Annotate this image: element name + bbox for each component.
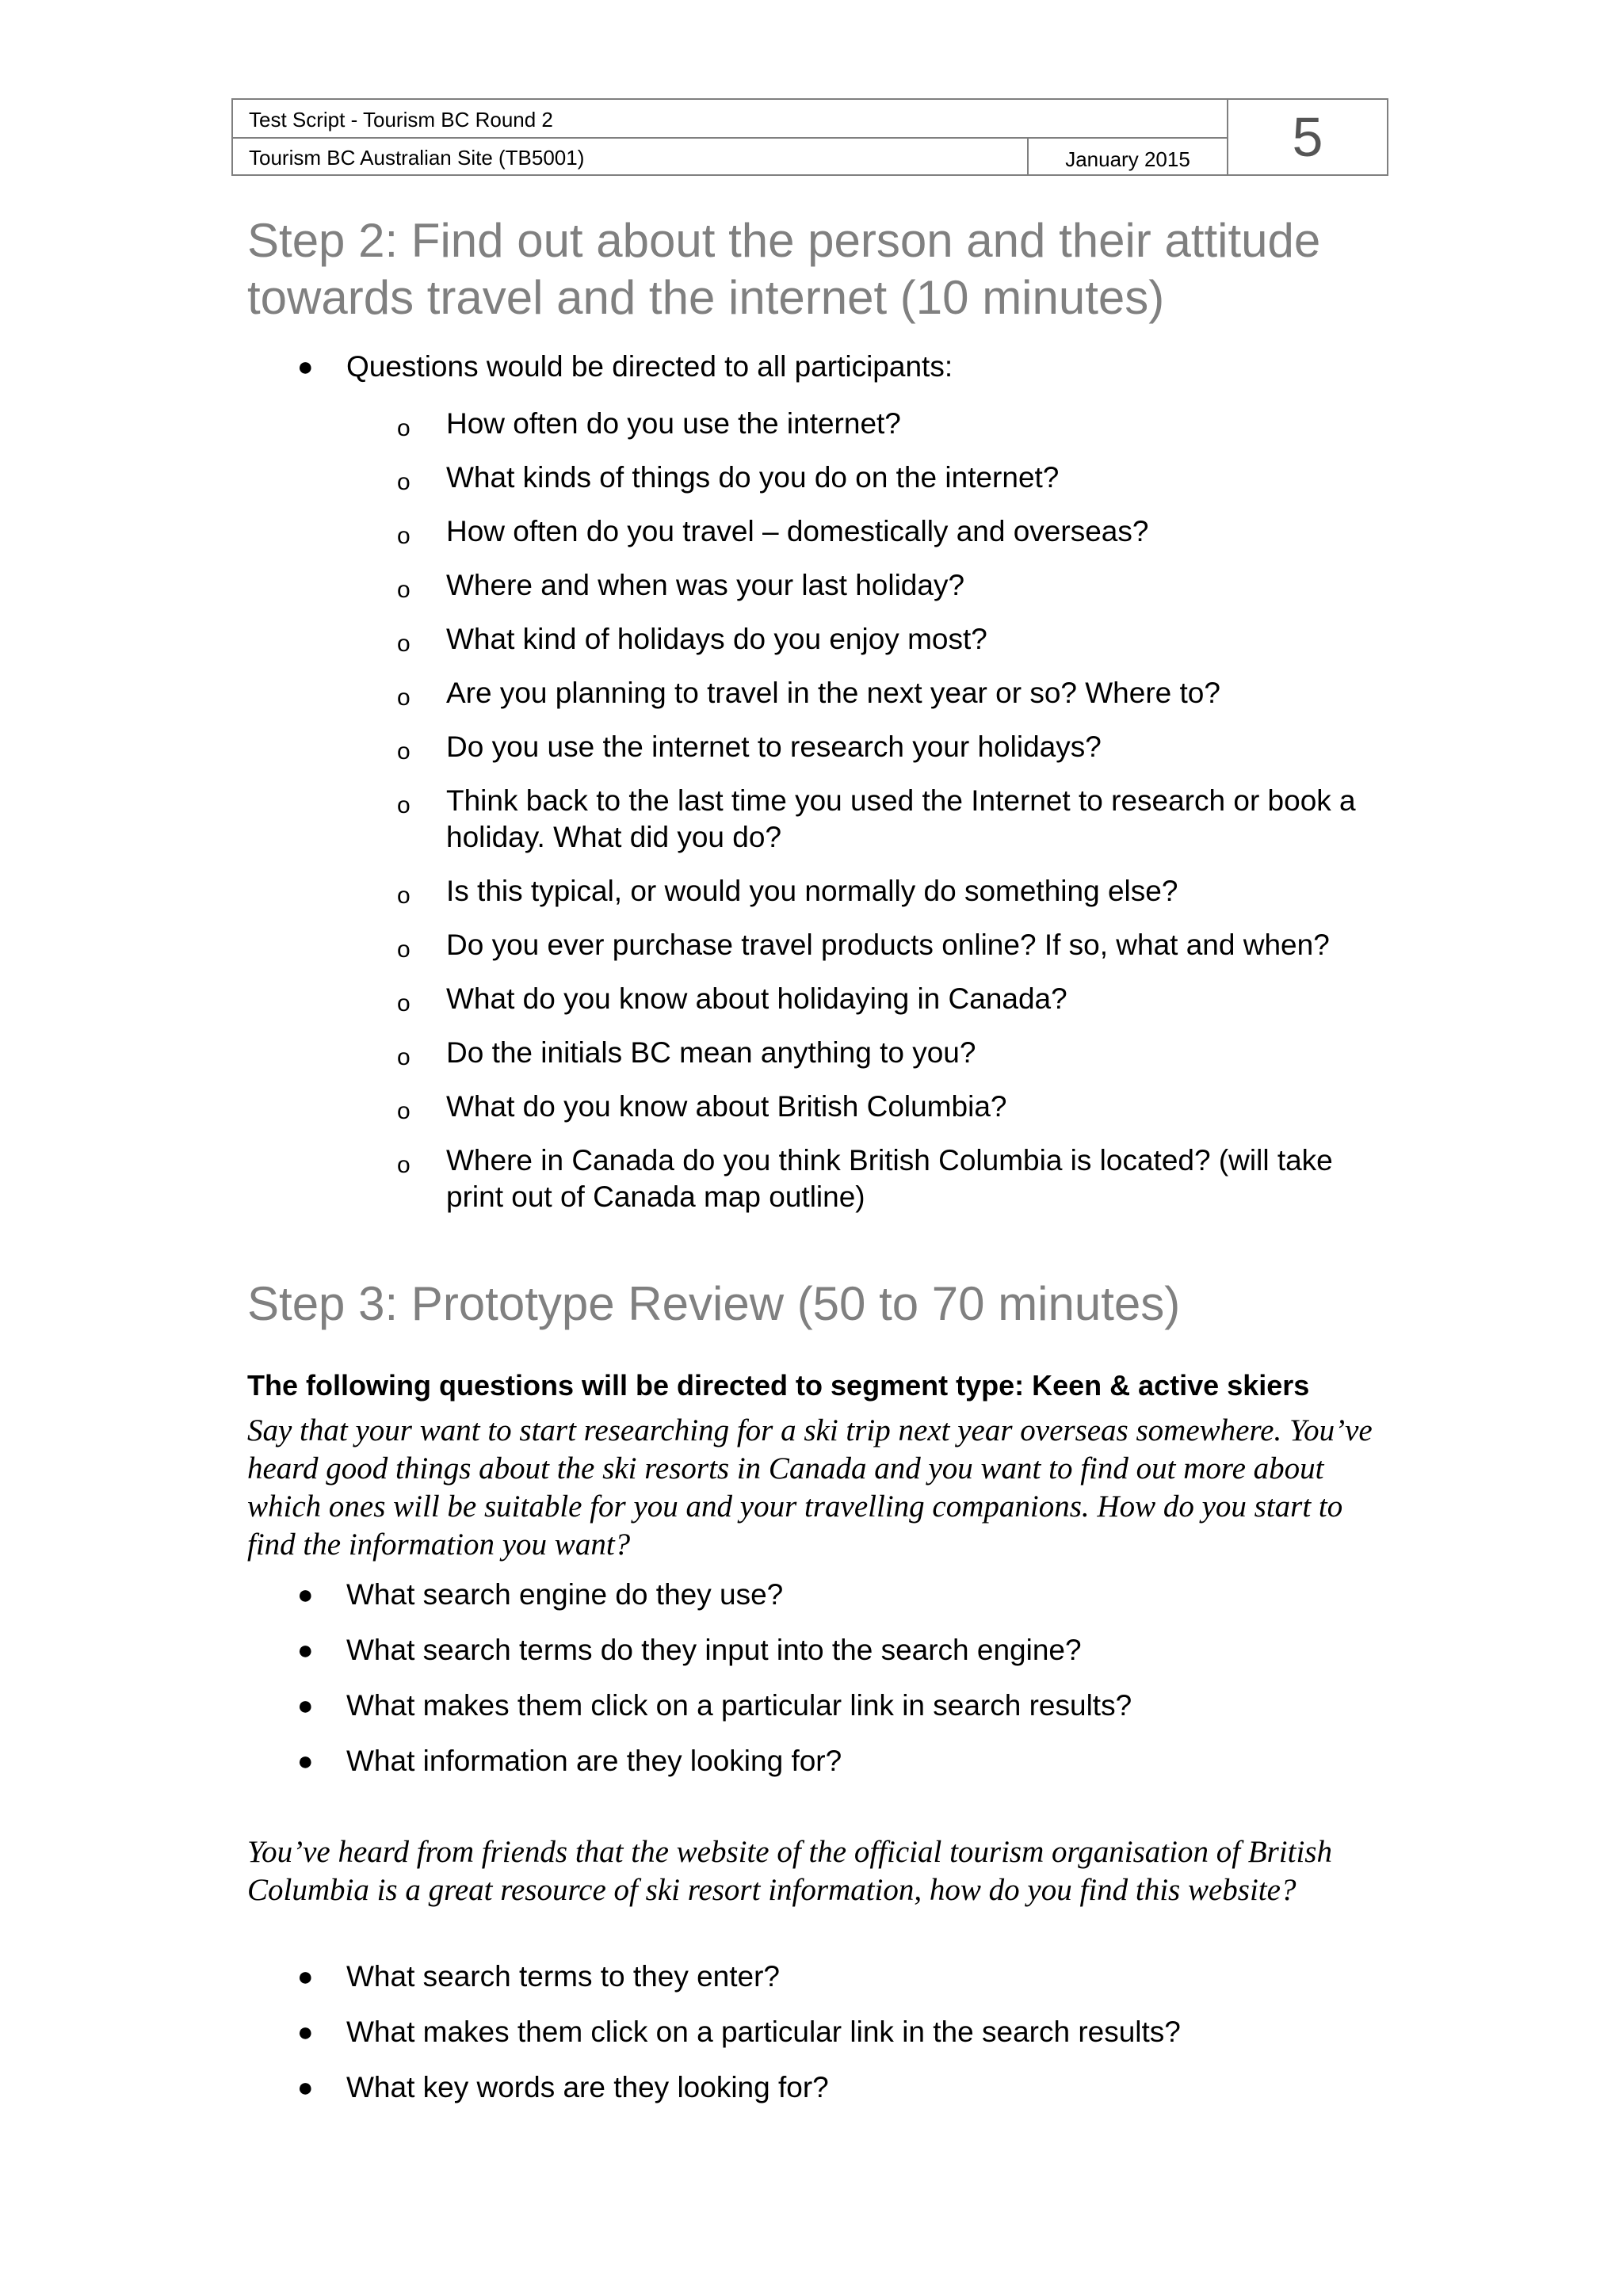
list-item: [397, 783, 1397, 856]
bullet-icon: ●: [297, 2073, 314, 2103]
question-text: What kind of holidays do you enjoy most?: [446, 623, 987, 655]
question-text: What information are they looking for?: [346, 1745, 842, 1777]
bullet-icon: ●: [297, 1746, 314, 1776]
question-text: What search terms do they input into the search engine?: [346, 1634, 1082, 1666]
step2-question-list: [397, 406, 1397, 1233]
question-text: Do you ever purchase travel products online? If so, what and when?: [446, 929, 1330, 961]
list-item: [297, 1577, 1408, 1613]
question-text: How often do you use the internet?: [446, 407, 901, 440]
list-item: [297, 2069, 1408, 2106]
document-title: Test Script - Tourism BC Round 2: [233, 100, 1228, 139]
list-item: [397, 460, 1397, 496]
list-item: [397, 406, 1397, 442]
list-item: [397, 1089, 1397, 1125]
list-item: [397, 927, 1397, 963]
list-item: [297, 1958, 1408, 1995]
step2-intro-list: [297, 349, 1408, 385]
question-text: What search terms to they enter?: [346, 1960, 781, 1993]
list-item: [297, 1688, 1408, 1724]
question-text: What do you know about British Columbia?: [446, 1090, 1007, 1123]
question-text: Where and when was your last holiday?: [446, 569, 965, 601]
circle-bullet-icon: o: [397, 936, 411, 963]
list-item: [397, 675, 1397, 711]
bullet-icon: ●: [297, 352, 314, 382]
question-text: What do you know about holidaying in Canada?: [446, 982, 1067, 1015]
question-text: What kinds of things do you do on the internet?: [446, 461, 1060, 494]
circle-bullet-icon: o: [397, 685, 411, 711]
list-item: [397, 513, 1397, 550]
document-date: January 2015: [1029, 139, 1228, 174]
list-item: [297, 1632, 1408, 1669]
circle-bullet-icon: o: [397, 631, 411, 657]
list-item: [297, 349, 1408, 385]
question-text: Is this typical, or would you normally do something else?: [446, 875, 1178, 907]
list-item: [397, 1142, 1397, 1215]
scenario-1-text: Say that your want to start researching for a ski trip next year overseas somewhere. You’ve heard good things about the ski resorts in Canada and you want to find out more about which ones will be suitable for you and your travelling companions. How do you start to find the information you want?: [247, 1413, 1373, 1562]
step2-heading: Step 2: Find out about the person and their attitude towards travel and the internet (10 minutes): [247, 214, 1321, 324]
list-item: [397, 981, 1397, 1017]
circle-bullet-icon: o: [397, 792, 411, 818]
circle-bullet-icon: o: [397, 1044, 411, 1070]
list-item: [397, 567, 1397, 604]
question-text: What makes them click on a particular link in the search results?: [346, 2016, 1181, 2048]
list-item: [397, 873, 1397, 910]
circle-bullet-icon: o: [397, 523, 411, 549]
circle-bullet-icon: o: [397, 738, 411, 765]
question-text: What makes them click on a particular link in search results?: [346, 1689, 1132, 1722]
list-item: [397, 729, 1397, 765]
page-header-table: [231, 98, 1388, 176]
scenario-2-text: You’ve heard from friends that the website of the official tourism organisation of British Columbia is a great resource of ski resort information, how do you find this website?: [247, 1835, 1332, 1907]
question-text: How often do you travel – domestically and overseas?: [446, 515, 1149, 547]
question-text: Do you use the internet to research your holidays?: [446, 730, 1102, 763]
question-text: Do the initials BC mean anything to you?: [446, 1036, 976, 1069]
bullet-icon: ●: [297, 1962, 314, 1992]
bullet-icon: ●: [297, 1635, 314, 1665]
list-item: [297, 2014, 1408, 2050]
list-item: [397, 1035, 1397, 1071]
segment-type-line: The following questions will be directed to segment type: Keen & active skiers: [247, 1369, 1310, 1402]
circle-bullet-icon: o: [397, 577, 411, 603]
scenario-1-questions: [297, 1577, 1408, 1798]
list-item: [297, 1743, 1408, 1779]
circle-bullet-icon: o: [397, 469, 411, 495]
page-number: 5: [1292, 106, 1323, 168]
bullet-icon: ●: [297, 2017, 314, 2047]
question-text: What search engine do they use?: [346, 1578, 784, 1611]
site-name: Tourism BC Australian Site (TB5001): [233, 139, 1029, 174]
circle-bullet-icon: o: [397, 990, 411, 1016]
question-text: Where in Canada do you think British Columbia is located? (will take print out of Canada map outline): [446, 1144, 1333, 1213]
bullet-icon: ●: [297, 1580, 314, 1610]
circle-bullet-icon: o: [397, 1098, 411, 1124]
list-item: [397, 621, 1397, 658]
question-text: Think back to the last time you used the Internet to research or book a holiday. What did you do?: [446, 784, 1356, 853]
step2-intro-text: Questions would be directed to all participants:: [346, 350, 953, 383]
scenario-2-questions: [297, 1958, 1408, 2125]
circle-bullet-icon: o: [397, 883, 411, 909]
bullet-icon: ●: [297, 1691, 314, 1721]
question-text: Are you planning to travel in the next year or so? Where to?: [446, 677, 1220, 709]
circle-bullet-icon: o: [397, 1152, 411, 1178]
step3-heading: Step 3: Prototype Review (50 to 70 minutes): [247, 1277, 1181, 1330]
question-text: What key words are they looking for?: [346, 2071, 829, 2103]
circle-bullet-icon: o: [397, 415, 411, 441]
